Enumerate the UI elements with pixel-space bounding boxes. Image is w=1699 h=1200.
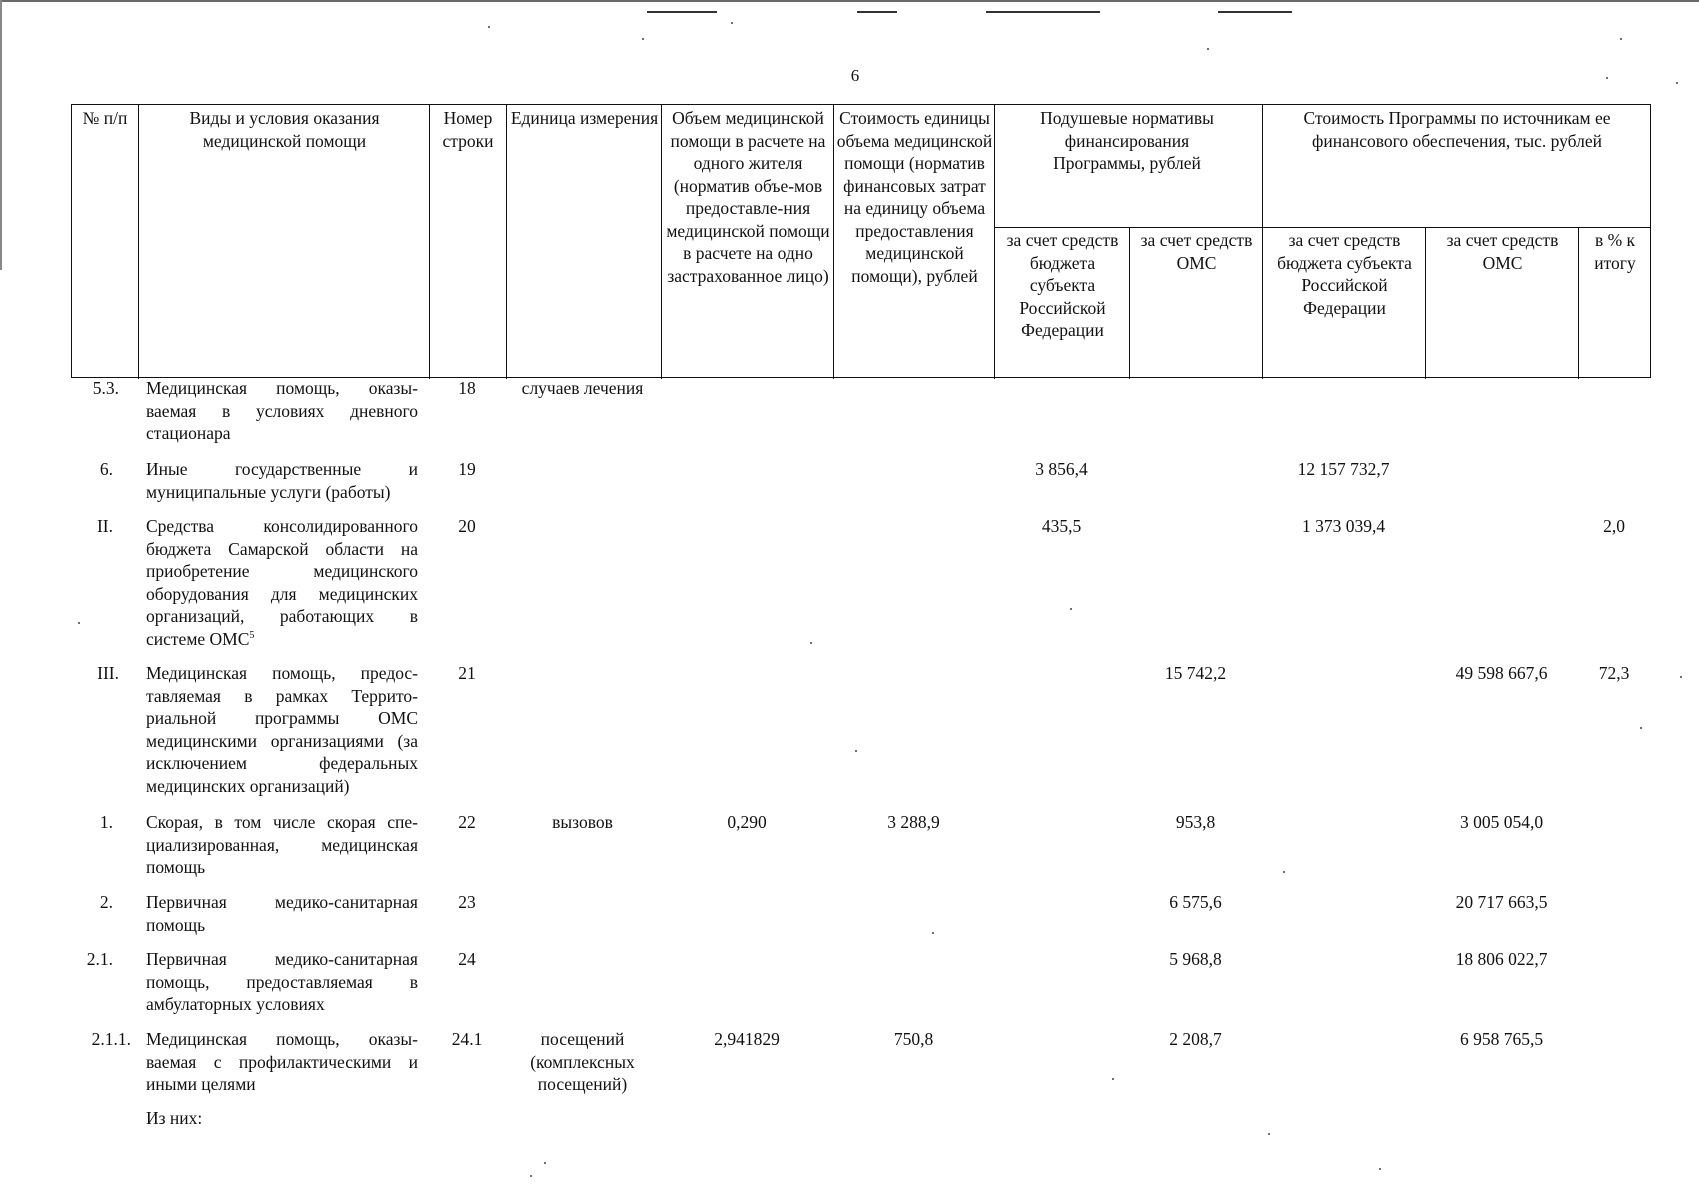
column-divider (833, 105, 834, 379)
row-number: 5.3. (92, 378, 119, 398)
column-divider (661, 105, 662, 379)
scan-speck (932, 932, 934, 934)
row-line-number: 23 (458, 892, 476, 912)
trailing-note: Из них: (146, 1108, 203, 1128)
row-unit: вызовов (552, 812, 613, 832)
row-unit-cost: 3 288,9 (887, 812, 940, 832)
row-cost-pct: 72,3 (1598, 663, 1630, 683)
subheader-divider (994, 227, 1650, 228)
row-description: Скорая, в том числе скорая спе-циализированная, медицинская помощь (146, 812, 418, 877)
row-description: Медицинская помощь, оказы-ваемая в условиях дневного стационара (146, 378, 418, 443)
scan-speck (1283, 871, 1285, 873)
row-line-number: 22 (458, 812, 476, 832)
scan-top-edge (0, 0, 1699, 2)
row-description-text: Средства консолидированного бюджета Самарской области на приобретение медицинского оборудования для медицинских организаций, работающих в системе ОМС (146, 516, 418, 649)
row-cost-oms: 3 005 054,0 (1459, 812, 1544, 832)
scan-speck (1070, 608, 1072, 610)
scan-mark (1218, 11, 1292, 13)
scan-speck (1676, 82, 1678, 84)
row-pc-oms: 15 742,2 (1164, 663, 1227, 683)
table-header (71, 104, 1651, 378)
column-divider (1129, 227, 1130, 379)
column-divider (506, 105, 507, 379)
row-cost-oms: 49 598 667,6 (1455, 663, 1548, 683)
scan-speck (810, 642, 812, 644)
header-col-volume: Объем медицинской помощи в расчете на одного жителя (норматив объе-мов предоставле-ния медицинской помощи в расчете на одно застрахованное лицо) (666, 108, 830, 286)
scan-mark (986, 11, 1100, 13)
row-pc-oms: 953,8 (1175, 812, 1216, 832)
row-description (146, 515, 418, 650)
header-col-no: № п/п (82, 108, 128, 128)
row-cost-budget: 12 157 732,7 (1297, 459, 1390, 479)
scan-speck (1620, 38, 1622, 40)
row-line-number: 24 (458, 949, 476, 969)
row-cost-oms: 18 806 022,7 (1455, 949, 1548, 969)
row-line-number: 18 (458, 378, 476, 398)
row-number: 1. (99, 812, 113, 832)
row-volume: 2,941829 (714, 1029, 780, 1049)
scan-mark (647, 11, 717, 13)
row-volume: 0,290 (727, 812, 767, 832)
column-divider (1578, 227, 1579, 379)
header-col-cost: Стоимость единицы объема медицинской помощи (норматив финансовых затрат на единицу объема предоставления медицинской помощи), рублей (836, 108, 993, 286)
row-description: Медицинская помощь, оказы-ваемая с профилактическими и иными целями (146, 1029, 418, 1094)
scan-speck (530, 1175, 532, 1177)
row-description: Иные государственные и муниципальные услуги (работы) (146, 459, 418, 502)
footnote-marker: 5 (249, 629, 255, 641)
scan-speck (1379, 1168, 1381, 1170)
row-description: Первичная медико-санитарная помощь, предоставляемая в амбулаторных условиях (146, 949, 418, 1014)
row-number: III. (97, 663, 119, 683)
header-col-row: Номер строки (442, 108, 494, 151)
page-number: 6 (850, 66, 860, 85)
header-col-unit: Единица измерения (510, 108, 659, 128)
header-col-types: Виды и условия оказания медицинской помощи (189, 108, 380, 151)
row-cost-oms: 6 958 765,5 (1459, 1029, 1544, 1049)
row-line-number: 21 (458, 663, 476, 683)
row-unit: случаев лечения (521, 378, 644, 398)
header-sub-cost-pct: в % к итогу (1594, 230, 1636, 273)
scan-speck (544, 1162, 546, 1164)
row-unit-cost: 750,8 (893, 1029, 934, 1049)
row-unit: посещений (комплексных посещений) (530, 1029, 635, 1094)
scan-speck (855, 750, 857, 752)
scan-speck (1640, 727, 1642, 729)
scan-mark (857, 11, 897, 13)
scan-speck (731, 22, 733, 24)
row-pc-oms: 6 575,6 (1169, 892, 1222, 912)
row-number: 2.1.1. (91, 1029, 131, 1049)
row-number: II. (96, 516, 113, 536)
row-cost-budget: 1 373 039,4 (1301, 516, 1386, 536)
scan-speck (1207, 48, 1209, 50)
column-divider (138, 105, 139, 379)
row-number: 2. (99, 892, 113, 912)
row-pc-oms: 5 968,8 (1169, 949, 1222, 969)
row-cost-oms: 20 717 663,5 (1455, 892, 1548, 912)
row-line-number: 24.1 (451, 1029, 483, 1049)
header-group-program-cost: Стоимость Программы по источникам ее финансового обеспечения, тыс. рублей (1303, 108, 1611, 151)
row-pc-budget: 435,5 (1041, 516, 1082, 536)
column-divider (994, 105, 995, 379)
scan-speck (1606, 77, 1608, 79)
scan-speck (1112, 1078, 1114, 1080)
row-cost-pct: 2,0 (1603, 516, 1625, 536)
row-line-number: 19 (458, 459, 476, 479)
header-sub-pc-budget: за счет средств бюджета субъекта Российской Федерации (1006, 230, 1119, 340)
row-pc-oms: 2 208,7 (1169, 1029, 1222, 1049)
column-divider (1262, 105, 1263, 379)
row-pc-budget: 3 856,4 (1035, 459, 1088, 479)
scan-speck (1680, 676, 1682, 678)
header-sub-cost-budget: за счет средств бюджета субъекта Российской Федерации (1277, 230, 1412, 318)
scan-speck (78, 622, 80, 624)
header-sub-pc-oms: за счет средств ОМС (1140, 230, 1253, 273)
header-sub-cost-oms: за счет средств ОМС (1446, 230, 1559, 273)
scan-speck (1268, 1133, 1270, 1135)
row-number: 6. (99, 459, 113, 479)
column-divider (1425, 227, 1426, 379)
scan-speck (642, 38, 644, 40)
row-description: Первичная медико-санитарная помощь (146, 892, 418, 935)
row-number: 2.1. (86, 949, 113, 969)
scan-left-edge (0, 0, 2, 270)
row-description: Медицинская помощь, предос-тавляемая в рамках Террито-риальной программы ОМС медицинскими организациями (за исключением федеральных медицинских организаций) (146, 663, 418, 796)
row-line-number: 20 (458, 516, 476, 536)
header-group-per-capita: Подушевые нормативы финансирования Программы, рублей (1040, 108, 1214, 173)
scan-speck (488, 26, 490, 28)
